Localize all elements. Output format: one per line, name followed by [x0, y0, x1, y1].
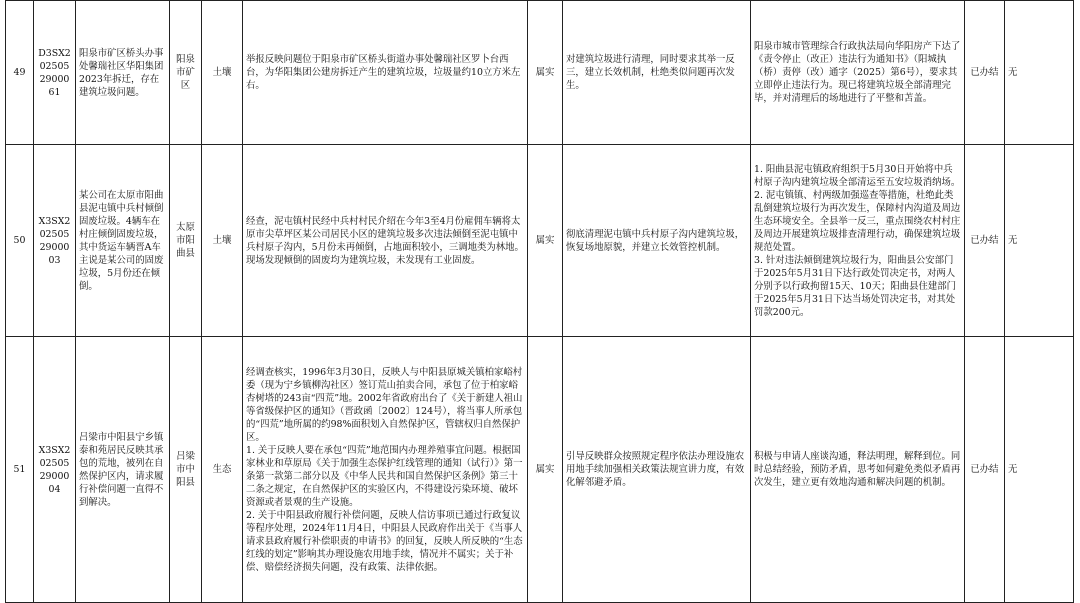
rectification-measures: 1. 阳曲县泥屯镇政府组织于5月30日开始将中兵村原子沟内建筑垃圾全部清运至五安垃圾消纳场。 2. 泥屯镇镇、村两级加强巡查等措施，杜绝此类乱倒建筑垃圾行为再次发生，保障村内沟道及周边生态环境安全。全县举一反三，重点围绕农村村庄及周边开展建筑垃圾排查清理行动，确保建筑垃圾规范处置。 3. 针对违法倾倒建筑垃圾行为，阳曲县公安部门于2025年5月31日下达行政处罚决定书，对两人分别予以行政拘留15天、10天；阳曲县住建部门于2025年5月31日下达当场处罚决定书，对其处罚款200元。: [751, 145, 965, 337]
pollution-type: 土壤: [202, 1, 243, 145]
accountability: 无: [1005, 145, 1074, 337]
accountability: 无: [1005, 337, 1074, 603]
location: 吕梁市中阳县: [170, 337, 202, 603]
pollution-type: 生态: [202, 337, 243, 603]
rectification-goal: 对建筑垃圾进行清理，同时要求其举一反三，建立长效机制，杜绝类似问题再次发生。: [563, 1, 751, 145]
case-code: X3SX2025052900004: [34, 337, 76, 603]
rectification-measures: 阳泉市城市管理综合行政执法局向华阳房产下达了《责令停止（改正）违法行为通知书》（阳城执（桥）责停（改）通字（2025）第6号），要求其立即停止违法行为。现已将建筑垃圾全部清理完毕，并对清理后的场地进行了平整和苫盖。: [751, 1, 965, 145]
pollution-type: 土壤: [202, 145, 243, 337]
complaint-table: [5, 0, 1074, 603]
verdict: 属实: [528, 145, 563, 337]
row-number: 50: [6, 145, 34, 337]
status: 已办结: [965, 1, 1005, 145]
investigation-finding: 经调查核实，1996年3月30日，反映人与中阳县原城关镇柏家峪村委（现为宁乡镇柳沟社区）签订荒山拍卖合同，承包了位于柏家峪杏树塔的243亩“四荒”地。2002年省政府出台了《关于新建人祖山等省级保护区的通知》（晋政函〔2002〕124号），将当事人所承包的“四荒”地所属的约98%面积划入自然保护区，管辖权归自然保护区。 1. 关于反映人要在承包“四荒”地范围内办理养殖事宜问题。根据国家林业和草原局《关于加强生态保护红线管理的通知（试行）》第一条第一款第二部分以及《中华人民共和国自然保护区条例》第三十二条之规定，在自然保护区的实验区内，不得建设污染环境、破坏资源或者景观的生产设施。 2. 关于中阳县政府履行补偿问题，反映人信访事项已通过行政复议等程序处理，2024年11月4日，中阳县人民政府作出关于《当事人请求县政府履行补偿职责的申请书》的回复，反映人所反映的“生态红线的划定”影响其办理设施农用地手续，情况并不属实；关于补偿、赔偿经济损失问题，没有政策、法律依据。: [243, 337, 528, 603]
location: 太原市阳曲县: [170, 145, 202, 337]
rectification-measures: 积极与申请人座谈沟通，释法明理，解释到位。同时总结经验，预防矛盾，思考如何避免类似矛盾再次发生，建立更有效地沟通和解决问题的机制。: [751, 337, 965, 603]
complaint-summary: 阳泉市矿区桥头办事处馨瑞社区华阳集团2023年拆迁，存在建筑垃圾问题。: [76, 1, 170, 145]
investigation-finding: 举报反映问题位于阳泉市矿区桥头街道办事处馨瑞社区罗卜台西台，为华阳集团公建房拆迁产生的建筑垃圾，垃圾量约10立方米左右。: [243, 1, 528, 145]
verdict: 属实: [528, 1, 563, 145]
status: 已办结: [965, 337, 1005, 603]
status: 已办结: [965, 145, 1005, 337]
location: 阳泉市矿区: [170, 1, 202, 145]
case-code: D3SX2025052900061: [34, 1, 76, 145]
complaint-summary: 某公司在太原市阳曲县泥屯镇中兵村倾倒固废垃圾。4辆车在村庄倾倒固废垃圾，其中货运车辆晋A车主说是某公司的固废垃圾，5月份还在倾倒。: [76, 145, 170, 337]
table-row: [6, 145, 1074, 337]
table-row: [6, 337, 1074, 603]
table-row: [6, 1, 1074, 145]
investigation-finding: 经查，泥屯镇村民经中兵村村民介绍在今年3至4月份雇佣车辆将太原市尖草坪区某公司居民小区的建筑垃圾多次违法倾倒至泥屯镇中兵村原子沟内，5月份未再倾倒，占地面积较小，三调地类为林地。现场发现倾倒的固废均为建筑垃圾，未发现有工业固废。: [243, 145, 528, 337]
row-number: 49: [6, 1, 34, 145]
verdict: 属实: [528, 337, 563, 603]
accountability: 无: [1005, 1, 1074, 145]
rectification-goal: 彻底清理泥屯镇中兵村原子沟内建筑垃圾，恢复场地原貌，并建立长效管控机制。: [563, 145, 751, 337]
case-code: X3SX2025052900003: [34, 145, 76, 337]
row-number: 51: [6, 337, 34, 603]
rectification-goal: 引导反映群众按照规定程序依法办理设施农用地手续加强相关政策法规宣讲力度，有效化解邻避矛盾。: [563, 337, 751, 603]
complaint-summary: 吕梁市中阳县宁乡镇泰和苑居民反映其承包的荒地，被列在自然保护区内，请求履行补偿问题一直得不到解决。: [76, 337, 170, 603]
